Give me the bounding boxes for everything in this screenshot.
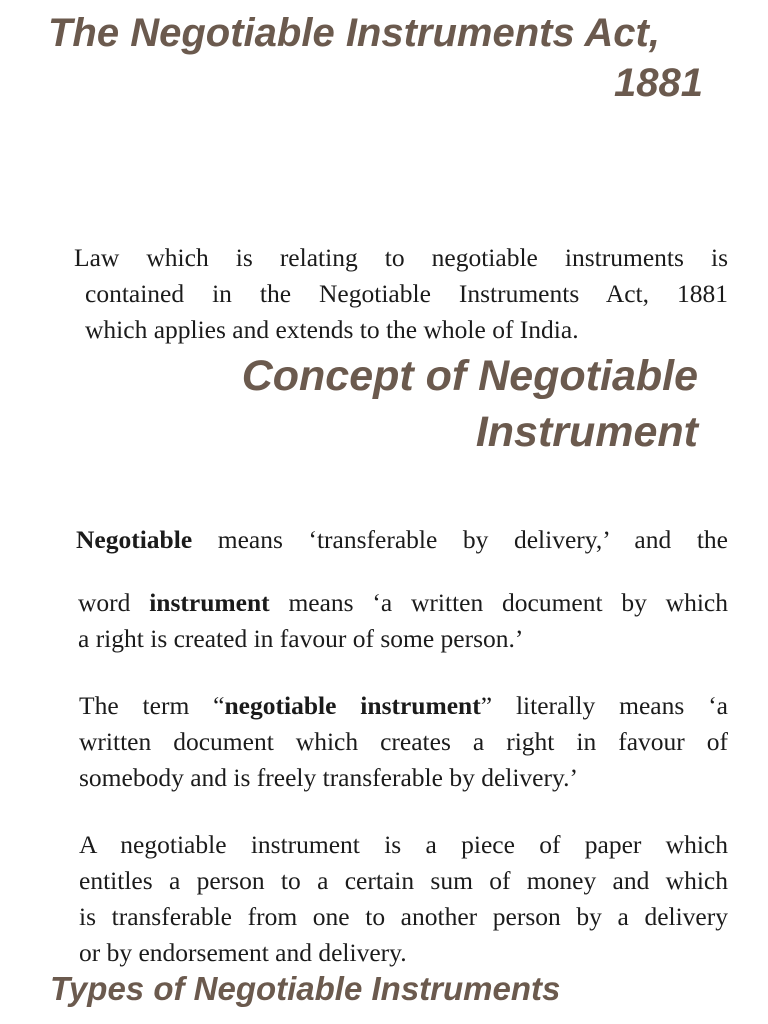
instrument-definition-paragraph [78, 585, 728, 657]
negotiable-instrument-description-paragraph [79, 827, 728, 971]
term-definition-line-3: somebody and is freely transferable by delivery.’ [79, 763, 578, 792]
concept-heading [150, 348, 698, 460]
intro-paragraph [74, 240, 728, 348]
description-line-2: entitles a person to a certain sum of money and which [79, 866, 728, 895]
intro-line-2: contained in the Negotiable Instruments Act, 1881 [85, 279, 728, 308]
intro-line-1: Law which is relating to negotiable instruments is [74, 243, 728, 272]
bold-term-instrument: instrument [149, 588, 270, 617]
term-definition-line-1 [79, 688, 728, 724]
intro-line-3: which applies and extends to the whole of India. [85, 315, 579, 344]
bold-term-negotiable-instrument: negotiable instrument [224, 691, 481, 720]
instrument-post-text: means ‘a written document by which [269, 588, 728, 617]
concept-heading-line-1: Concept of Negotiable [241, 352, 698, 400]
bold-term-negotiable: Negotiable [76, 525, 193, 554]
negotiable-definition-paragraph [76, 522, 728, 558]
description-line-4: or by endorsement and delivery. [79, 938, 407, 967]
term-pre-text: The term “ [79, 691, 225, 720]
types-heading: Types of Negotiable Instruments [50, 970, 561, 1007]
negotiable-definition-line [76, 522, 728, 558]
term-definition-line-2: written document which creates a right in favour of [79, 727, 728, 756]
term-post-text: ” literally means ‘a [480, 691, 728, 720]
document-title [48, 8, 703, 108]
negotiable-definition-text: means ‘transferable by delivery,’ and the [192, 525, 728, 554]
title-line-1: The Negotiable Instruments Act, [48, 11, 660, 55]
instrument-definition-line-1 [78, 585, 728, 621]
term-definition-paragraph [79, 688, 728, 796]
title-line-2: 1881 [614, 61, 703, 105]
instrument-pre-text: word [78, 588, 150, 617]
concept-heading-line-2: Instrument [475, 408, 698, 456]
description-line-1: A negotiable instrument is a piece of paper which [79, 830, 728, 859]
instrument-definition-line-2: a right is created in favour of some person.’ [78, 624, 524, 653]
description-line-3: is transferable from one to another person by a delivery [79, 902, 728, 931]
